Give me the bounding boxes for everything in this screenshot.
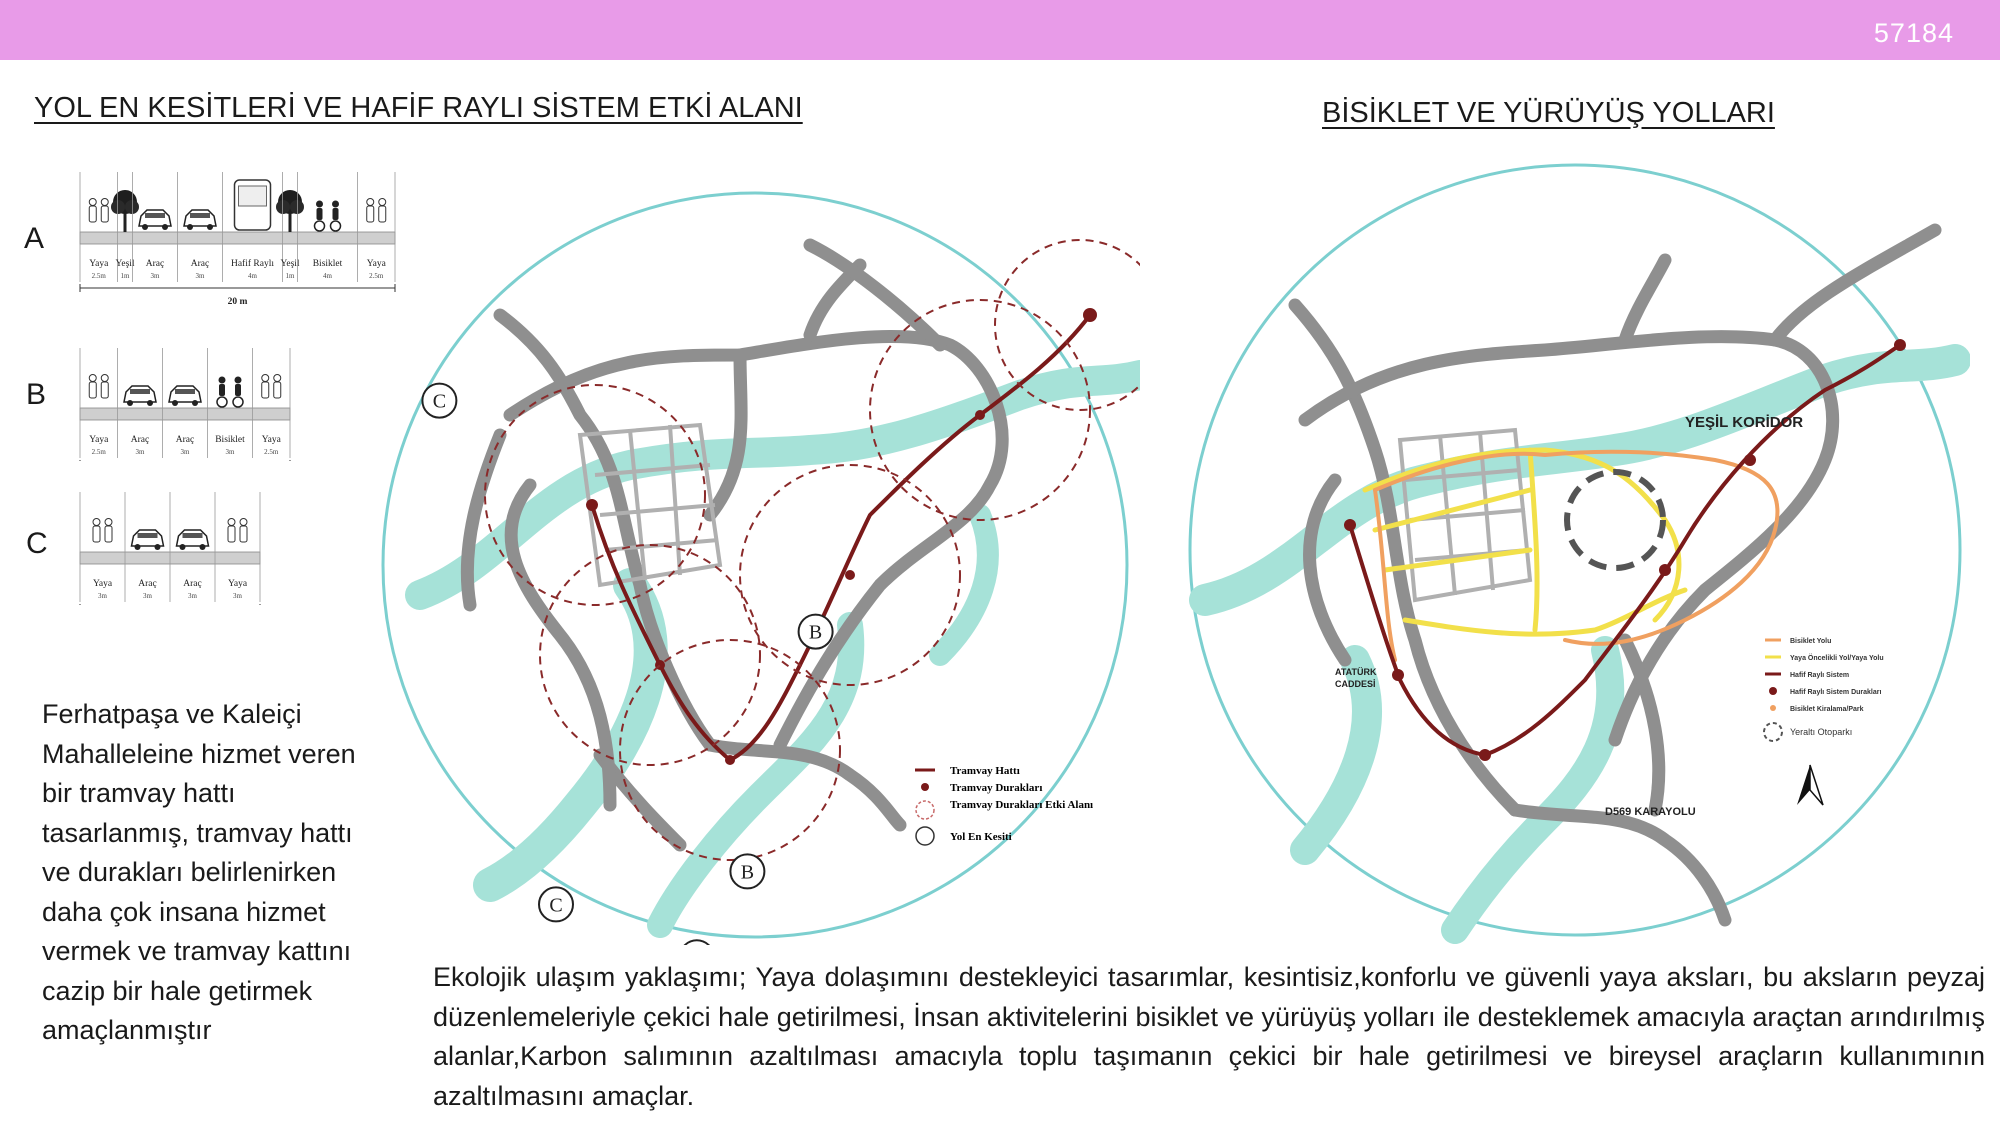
bottom-description: Ekolojik ulaşım yaklaşımı; Yaya dolaşımını destekleyici tasarımlar, kesintisiz,konforlu ve güvenli yaya aksları, bu aksların peyzaj düzenlemeleriyle çekici hale getirilmesi, İnsan aktivitelerini bisiklet ve yürüyüş yolları ile desteklemek amacıyla araçtan arındırılmış alanlar,Karbon salımının azaltılması amacıyla toplu taşımanın çekici bir hale getirilmesi ve bireysel araçların kullanımının azaltılmasını amaçlar. (433, 962, 1985, 1111)
section-a-letter: A (24, 222, 45, 255)
lane-name: Araç (145, 259, 165, 269)
lane-size: 2.5m (264, 448, 279, 456)
lane-size: 2.5m (91, 272, 106, 280)
lane-size: 3m (188, 592, 197, 600)
lane-name: Yaya (227, 579, 248, 589)
lane-name: Yeşil (280, 259, 300, 269)
lane-name: Bisiklet (215, 435, 245, 445)
lane-name: Yeşil (115, 259, 135, 269)
lane-name: Yaya (261, 435, 281, 445)
lane-4-icon (235, 180, 271, 230)
svg-text:C: C (432, 390, 447, 413)
section-marker-c (422, 384, 456, 418)
lane-name: Yaya (89, 259, 109, 269)
lane-size: 3m (150, 272, 160, 280)
legend-light-rail-stops: Hafif Raylı Sistem Durakları (1790, 689, 1882, 696)
section-marker-b (799, 615, 833, 649)
top-banner (0, 0, 2000, 60)
lane-name: Araç (183, 579, 202, 589)
section-marker-c (539, 887, 573, 921)
svg-text:C: C (549, 894, 563, 917)
lane-size: 3m (180, 448, 190, 456)
lane-2-icon (177, 530, 209, 550)
section-width-label: 20 m (227, 297, 248, 307)
lane-5-icon (276, 190, 304, 232)
legend-light-rail: Hafif Raylı Sistem (1790, 672, 1850, 679)
lane-name: Yaya (89, 435, 109, 445)
legend-pedestrian-path: Yaya Öncelikli Yol/Yaya Yolu (1790, 655, 1884, 662)
legend-bike-rental: Bisiklet Kiralama/Park (1790, 706, 1864, 713)
lane-2-icon (169, 386, 201, 406)
lane-1-icon (132, 530, 164, 550)
lane-1-icon (124, 386, 156, 406)
section-b-letter: B (26, 378, 47, 411)
right-heading: BİSİKLET VE YÜRÜYÜŞ YOLLARI (1322, 97, 1775, 129)
lane-name: Araç (190, 259, 210, 269)
lane-3-icon (228, 519, 247, 543)
label-highway: D569 KARAYOLU (1605, 806, 1696, 818)
lane-name: Araç (130, 435, 150, 445)
legend-tram-impact: Tramvay Durakları Etki Alanı (950, 799, 1094, 811)
lane-1-icon (111, 190, 139, 232)
lane-name: Hafif Raylı (230, 259, 275, 269)
lane-0-icon (89, 375, 108, 399)
label-green-corridor: YEŞİL KORİDOR (1685, 414, 1804, 431)
lane-6-icon (315, 201, 341, 232)
lane-name: Yaya (366, 259, 386, 269)
lane-size: 3m (98, 592, 107, 600)
lane-name: Yaya (92, 579, 113, 589)
lane-size: 4m (248, 272, 257, 280)
bike-walk-map (1185, 160, 1970, 945)
lane-name: Araç (175, 435, 195, 445)
tram-impact-map (380, 185, 1140, 945)
legend-cross-section: Yol En Kesiti (950, 831, 1012, 843)
lane-size: 3m (225, 448, 235, 456)
lane-0-icon (93, 519, 112, 543)
lane-name: Araç (138, 579, 157, 589)
legend-tram-stops: Tramvay Durakları (950, 782, 1043, 794)
lane-2-icon (139, 210, 171, 230)
lane-3-icon (184, 210, 216, 230)
lane-size: 3m (195, 272, 205, 280)
legend-underground-parking: Yeraltı Otoparkı (1790, 727, 1853, 737)
label-caddesi: CADDESİ (1335, 679, 1376, 689)
cross-section-c (74, 490, 334, 605)
lane-0-icon (89, 199, 108, 223)
lane-size: 3m (143, 592, 152, 600)
lane-size: 1m (285, 272, 295, 280)
lane-size: 4m (323, 272, 332, 280)
lane-size: 1m (120, 272, 130, 280)
left-description: Ferhatpaşa ve Kaleiçi Mahalleleine hizmet veren bir tramvay hattı tasarlanmış, tramvay hattı ve durakları belirlenirken daha çok insana hizmet vermek ve tramvay kattını cazip bir hale getirmek amaçlanmıştır (42, 699, 356, 1045)
legend-tram-line: Tramvay Hattı (950, 765, 1020, 777)
section-marker-b (730, 854, 764, 888)
page-number: 57184 (1873, 18, 1954, 48)
label-ataturk: ATATÜRK (1335, 667, 1377, 677)
lane-size: 2.5m (369, 272, 384, 280)
section-c-letter: C (26, 527, 48, 560)
lane-3-icon (217, 377, 243, 408)
lane-size: 3m (233, 592, 242, 600)
lane-size: 3m (135, 448, 145, 456)
svg-text:B: B (740, 861, 755, 884)
lane-size: 2.5m (91, 448, 106, 456)
legend-bike-path: Bisiklet Yolu (1790, 638, 1832, 645)
svg-text:B: B (808, 621, 823, 644)
left-heading: YOL EN KESİTLERİ VE HAFİF RAYLI SİSTEM ETKİ ALANI (34, 92, 803, 124)
section-marker-a (680, 940, 714, 945)
cross-section-b (74, 346, 384, 461)
lane-name: Bisiklet (312, 259, 343, 269)
lane-4-icon (262, 375, 281, 399)
